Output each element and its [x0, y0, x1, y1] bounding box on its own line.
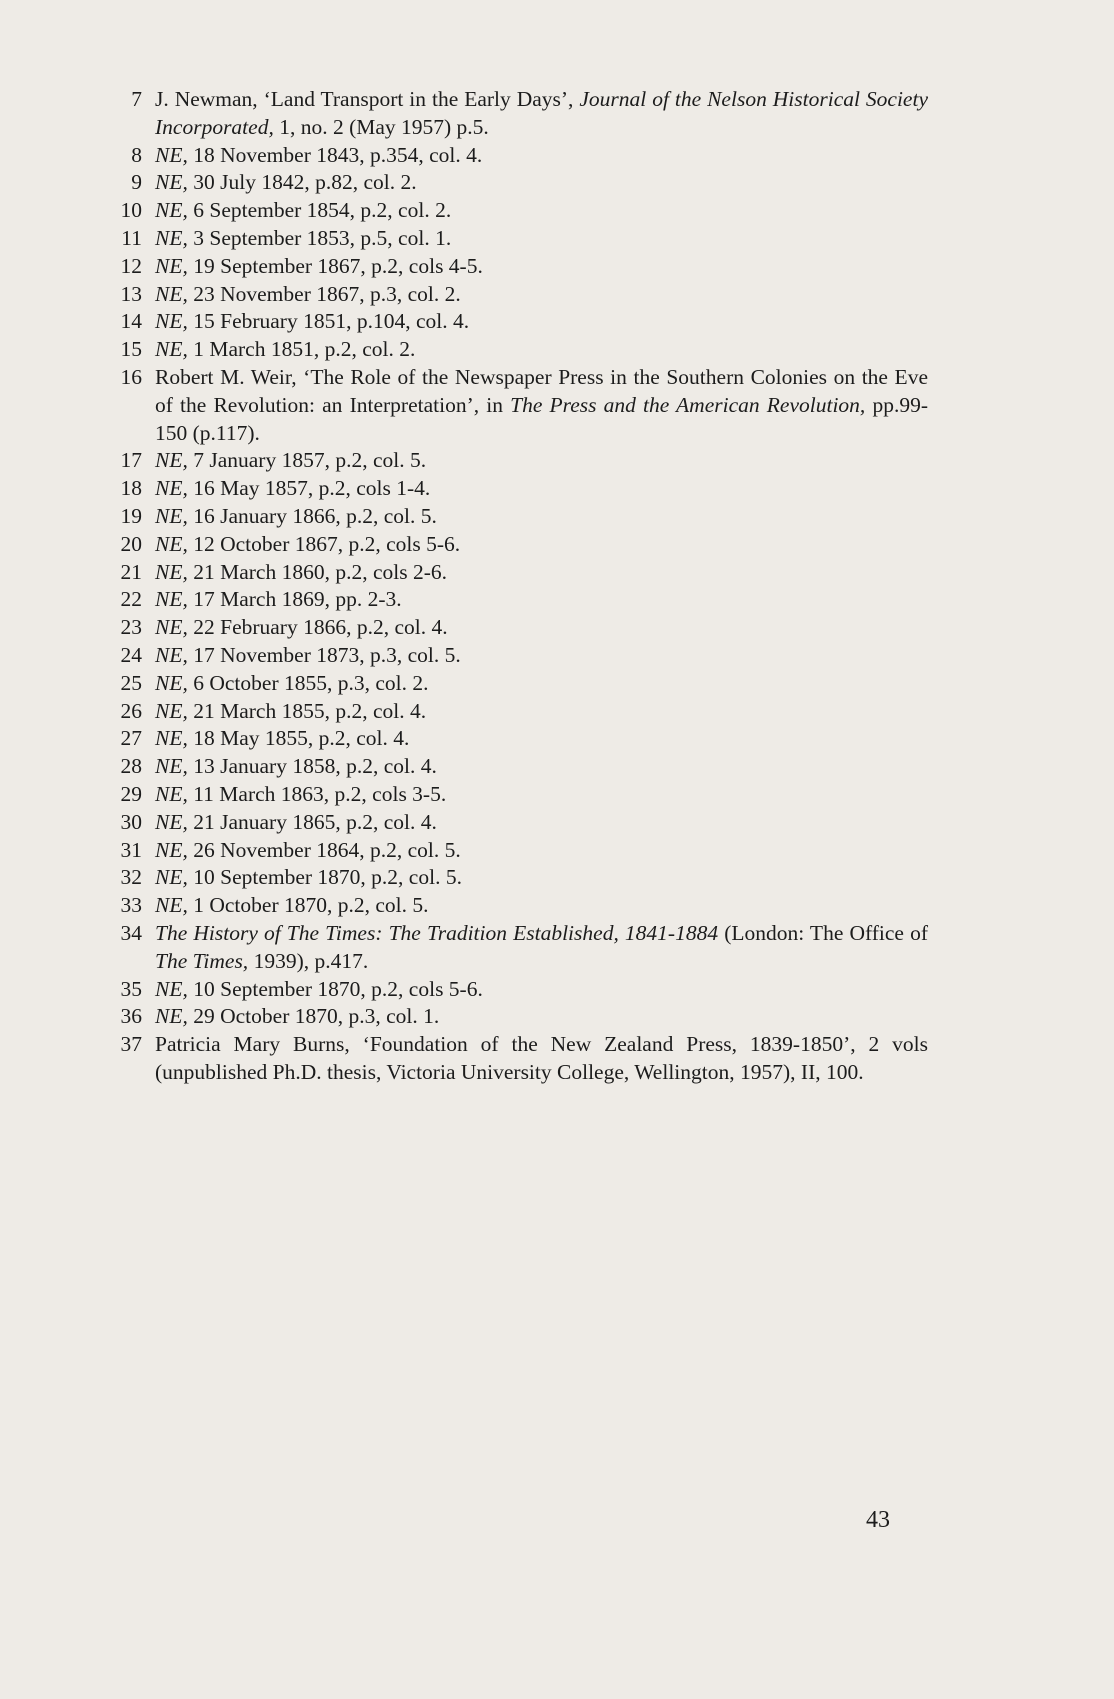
endnote-italic-text: NE,: [155, 781, 188, 806]
endnote-italic-text: The Press and the American Revolution,: [510, 392, 866, 417]
endnote-text: [155, 281, 928, 309]
endnote-number: 9: [131, 170, 142, 195]
endnote-text-segment: 22 February 1866, p.2, col. 4.: [187, 615, 448, 640]
endnote-item: [96, 1031, 928, 1087]
endnote-text-segment: 23 November 1867, p.3, col. 2.: [187, 281, 461, 306]
endnote-text-segment: 16 May 1857, p.2, cols 1-4.: [187, 476, 431, 501]
endnote-text: [155, 253, 928, 281]
endnote-italic-text: The Times,: [155, 948, 249, 973]
endnote-text-segment: 10 September 1870, p.2, cols 5-6.: [187, 976, 483, 1001]
endnote-italic-text: NE,: [155, 754, 188, 779]
endnote-text-segment: 6 September 1854, p.2, col. 2.: [187, 198, 452, 223]
endnote-text-segment: 19 September 1867, p.2, cols 4-5.: [187, 253, 483, 278]
endnote-item: [96, 142, 928, 170]
endnote-item: [96, 225, 928, 253]
endnote-text-segment: 1 October 1870, p.2, col. 5.: [187, 893, 429, 918]
endnote-item: [96, 503, 928, 531]
endnote-text: [155, 809, 928, 837]
endnote-number: 27: [120, 726, 142, 751]
endnote-number: 17: [120, 448, 142, 473]
endnote-number: 18: [120, 476, 142, 501]
endnote-item: [96, 976, 928, 1004]
endnote-italic-text: NE,: [155, 976, 188, 1001]
endnote-item: [96, 169, 928, 197]
endnote-number: 29: [120, 781, 142, 806]
endnote-number: 7: [131, 87, 142, 111]
endnote-number: 8: [131, 142, 142, 167]
endnote-number: 23: [120, 615, 142, 640]
endnote-item: [96, 253, 928, 281]
endnote-italic-text: NE,: [155, 198, 188, 223]
endnote-text-segment: 11 March 1863, p.2, cols 3-5.: [187, 781, 447, 806]
endnote-text-segment: 17 March 1869, pp. 2-3.: [187, 587, 402, 612]
endnote-italic-text: NE,: [155, 531, 188, 556]
endnote-item: [96, 753, 928, 781]
endnote-item: [96, 698, 928, 726]
endnote-italic-text: NE,: [155, 281, 188, 306]
endnote-text: [155, 864, 928, 892]
endnote-number: 15: [120, 337, 142, 362]
endnote-text: [155, 837, 928, 865]
endnote-italic-text: NE,: [155, 337, 188, 362]
endnote-item: [96, 614, 928, 642]
endnote-item: [96, 864, 928, 892]
endnote-italic-text: NE,: [155, 253, 188, 278]
endnote-text: [155, 670, 928, 698]
endnote-text-segment: 16 January 1866, p.2, col. 5.: [187, 503, 437, 528]
endnote-item: [96, 781, 928, 809]
endnote-number: 10: [120, 198, 142, 223]
endnote-number: 37: [120, 1032, 142, 1057]
endnote-item: [96, 336, 928, 364]
endnote-text: [155, 586, 928, 614]
endnote-number: 26: [120, 698, 142, 723]
endnote-text: [155, 698, 928, 726]
endnote-number: 11: [121, 225, 142, 250]
endnote-number: 36: [120, 1004, 142, 1029]
endnote-text-segment: 13 January 1858, p.2, col. 4.: [187, 754, 437, 779]
endnote-text: [155, 725, 928, 753]
endnote-number: 12: [120, 253, 142, 278]
endnote-item: [96, 892, 928, 920]
endnote-number: 28: [120, 754, 142, 779]
endnote-italic-text: NE,: [155, 726, 188, 751]
endnote-italic-text: NE,: [155, 476, 188, 501]
endnote-number: 30: [120, 809, 142, 834]
endnote-italic-text: NE,: [155, 587, 188, 612]
endnote-italic-text: NE,: [155, 837, 188, 862]
endnote-text-segment: 12 October 1867, p.2, cols 5-6.: [187, 531, 461, 556]
endnote-italic-text: NE,: [155, 893, 188, 918]
endnote-item: [96, 281, 928, 309]
endnote-text: [155, 753, 928, 781]
endnote-item: [96, 364, 928, 447]
endnote-text-segment: 18 November 1843, p.354, col. 4.: [187, 142, 483, 167]
endnote-item: [96, 475, 928, 503]
endnote-item: [96, 642, 928, 670]
endnote-item: [96, 920, 928, 976]
endnote-italic-text: NE,: [155, 559, 188, 584]
endnotes-list: [96, 86, 928, 1087]
endnote-text: [155, 1003, 928, 1031]
endnote-item: [96, 586, 928, 614]
endnote-text-segment: 30 July 1842, p.82, col. 2.: [187, 170, 417, 195]
endnote-text-segment: Robert M. Weir, ‘The Role of the Newspaper Press in the Southern Colonies on the Eve of the Revolution: an Interpretation’, in: [155, 364, 928, 417]
endnote-item: [96, 197, 928, 225]
endnote-number: 25: [120, 670, 142, 695]
endnote-text-segment: 1 March 1851, p.2, col. 2.: [187, 337, 416, 362]
endnote-text-segment: 17 November 1873, p.3, col. 5.: [187, 642, 461, 667]
endnote-item: [96, 447, 928, 475]
endnote-italic-text: NE,: [155, 809, 188, 834]
endnote-text-segment: 1939), p.417.: [248, 948, 369, 973]
endnote-number: 21: [120, 559, 142, 584]
endnote-text-segment: 21 January 1865, p.2, col. 4.: [187, 809, 437, 834]
endnote-item: [96, 725, 928, 753]
endnote-italic-text: NE,: [155, 503, 188, 528]
endnote-text-segment: (London: The Office of: [718, 920, 928, 945]
endnote-italic-text: NE,: [155, 309, 188, 334]
endnote-text: [155, 336, 928, 364]
endnote-text: [155, 447, 928, 475]
endnote-text: [155, 531, 928, 559]
page-number: 43: [866, 1507, 890, 1533]
endnote-text-segment: 15 February 1851, p.104, col. 4.: [187, 309, 470, 334]
endnote-text-segment: 29 October 1870, p.3, col. 1.: [187, 1004, 440, 1029]
endnote-number: 20: [120, 531, 142, 556]
endnote-text: [155, 614, 928, 642]
endnote-item: [96, 308, 928, 336]
endnote-number: 32: [120, 865, 142, 890]
endnote-number: 19: [120, 503, 142, 528]
endnote-text-segment: 10 September 1870, p.2, col. 5.: [187, 865, 462, 890]
endnote-italic-text: NE,: [155, 142, 188, 167]
endnote-number: 13: [120, 281, 142, 306]
endnote-text: [155, 364, 928, 447]
endnote-italic-text: NE,: [155, 642, 188, 667]
endnote-text: [155, 197, 928, 225]
endnote-text: [155, 225, 928, 253]
endnote-text: [155, 642, 928, 670]
endnote-text: [155, 475, 928, 503]
endnote-text: [155, 559, 928, 587]
endnote-text-segment: pp.99-150 (p.117).: [155, 392, 928, 445]
endnote-text: [155, 976, 928, 1004]
endnote-text: [155, 920, 928, 976]
endnote-number: 22: [120, 587, 142, 612]
endnote-text-segment: 7 January 1857, p.2, col. 5.: [187, 448, 427, 473]
endnote-text: [155, 169, 928, 197]
endnote-text-segment: 18 May 1855, p.2, col. 4.: [187, 726, 410, 751]
endnote-number: 33: [120, 893, 142, 918]
endnote-text-segment: J. Newman, ‘Land Transport in the Early Days’,: [155, 87, 580, 111]
endnote-item: [96, 809, 928, 837]
endnote-text: [155, 892, 928, 920]
endnote-italic-text: NE,: [155, 865, 188, 890]
endnote-item: [96, 86, 928, 142]
endnote-italic-text: NE,: [155, 1004, 188, 1029]
endnote-text: [155, 503, 928, 531]
endnote-text: [155, 86, 928, 142]
endnote-text-segment: Patricia Mary Burns, ‘Foundation of the New Zealand Press, 1839-1850’, 2 vols (unpublished Ph.D. thesis, Victoria University College, Wellington, 1957), II, 100.: [155, 1032, 928, 1084]
endnote-italic-text: The History of The Times: The Tradition Established, 1841-1884: [155, 920, 719, 945]
endnote-text: [155, 142, 928, 170]
endnote-number: 35: [120, 976, 142, 1001]
endnote-italic-text: Journal of the Nelson Historical Society Incorporated,: [155, 87, 928, 139]
endnote-number: 16: [120, 364, 142, 389]
endnote-text-segment: 1, no. 2 (May 1957) p.5.: [273, 114, 489, 139]
endnote-text: [155, 781, 928, 809]
endnote-item: [96, 1003, 928, 1031]
endnote-text: [155, 308, 928, 336]
endnote-number: 14: [120, 309, 142, 334]
endnote-text-segment: 21 March 1855, p.2, col. 4.: [187, 698, 427, 723]
endnote-text-segment: 3 September 1853, p.5, col. 1.: [187, 225, 452, 250]
endnote-item: [96, 559, 928, 587]
endnote-italic-text: NE,: [155, 670, 188, 695]
endnote-number: 31: [120, 837, 142, 862]
endnote-italic-text: NE,: [155, 448, 188, 473]
endnote-text: [155, 1031, 928, 1087]
endnote-italic-text: NE,: [155, 225, 188, 250]
endnote-item: [96, 837, 928, 865]
endnote-item: [96, 670, 928, 698]
endnote-number: 34: [120, 920, 142, 945]
endnote-italic-text: NE,: [155, 698, 188, 723]
endnote-text-segment: 26 November 1864, p.2, col. 5.: [187, 837, 461, 862]
endnote-number: 24: [120, 642, 142, 667]
endnote-item: [96, 531, 928, 559]
endnote-text-segment: 6 October 1855, p.3, col. 2.: [187, 670, 429, 695]
endnote-text-segment: 21 March 1860, p.2, cols 2-6.: [187, 559, 448, 584]
endnote-italic-text: NE,: [155, 170, 188, 195]
endnote-italic-text: NE,: [155, 615, 188, 640]
